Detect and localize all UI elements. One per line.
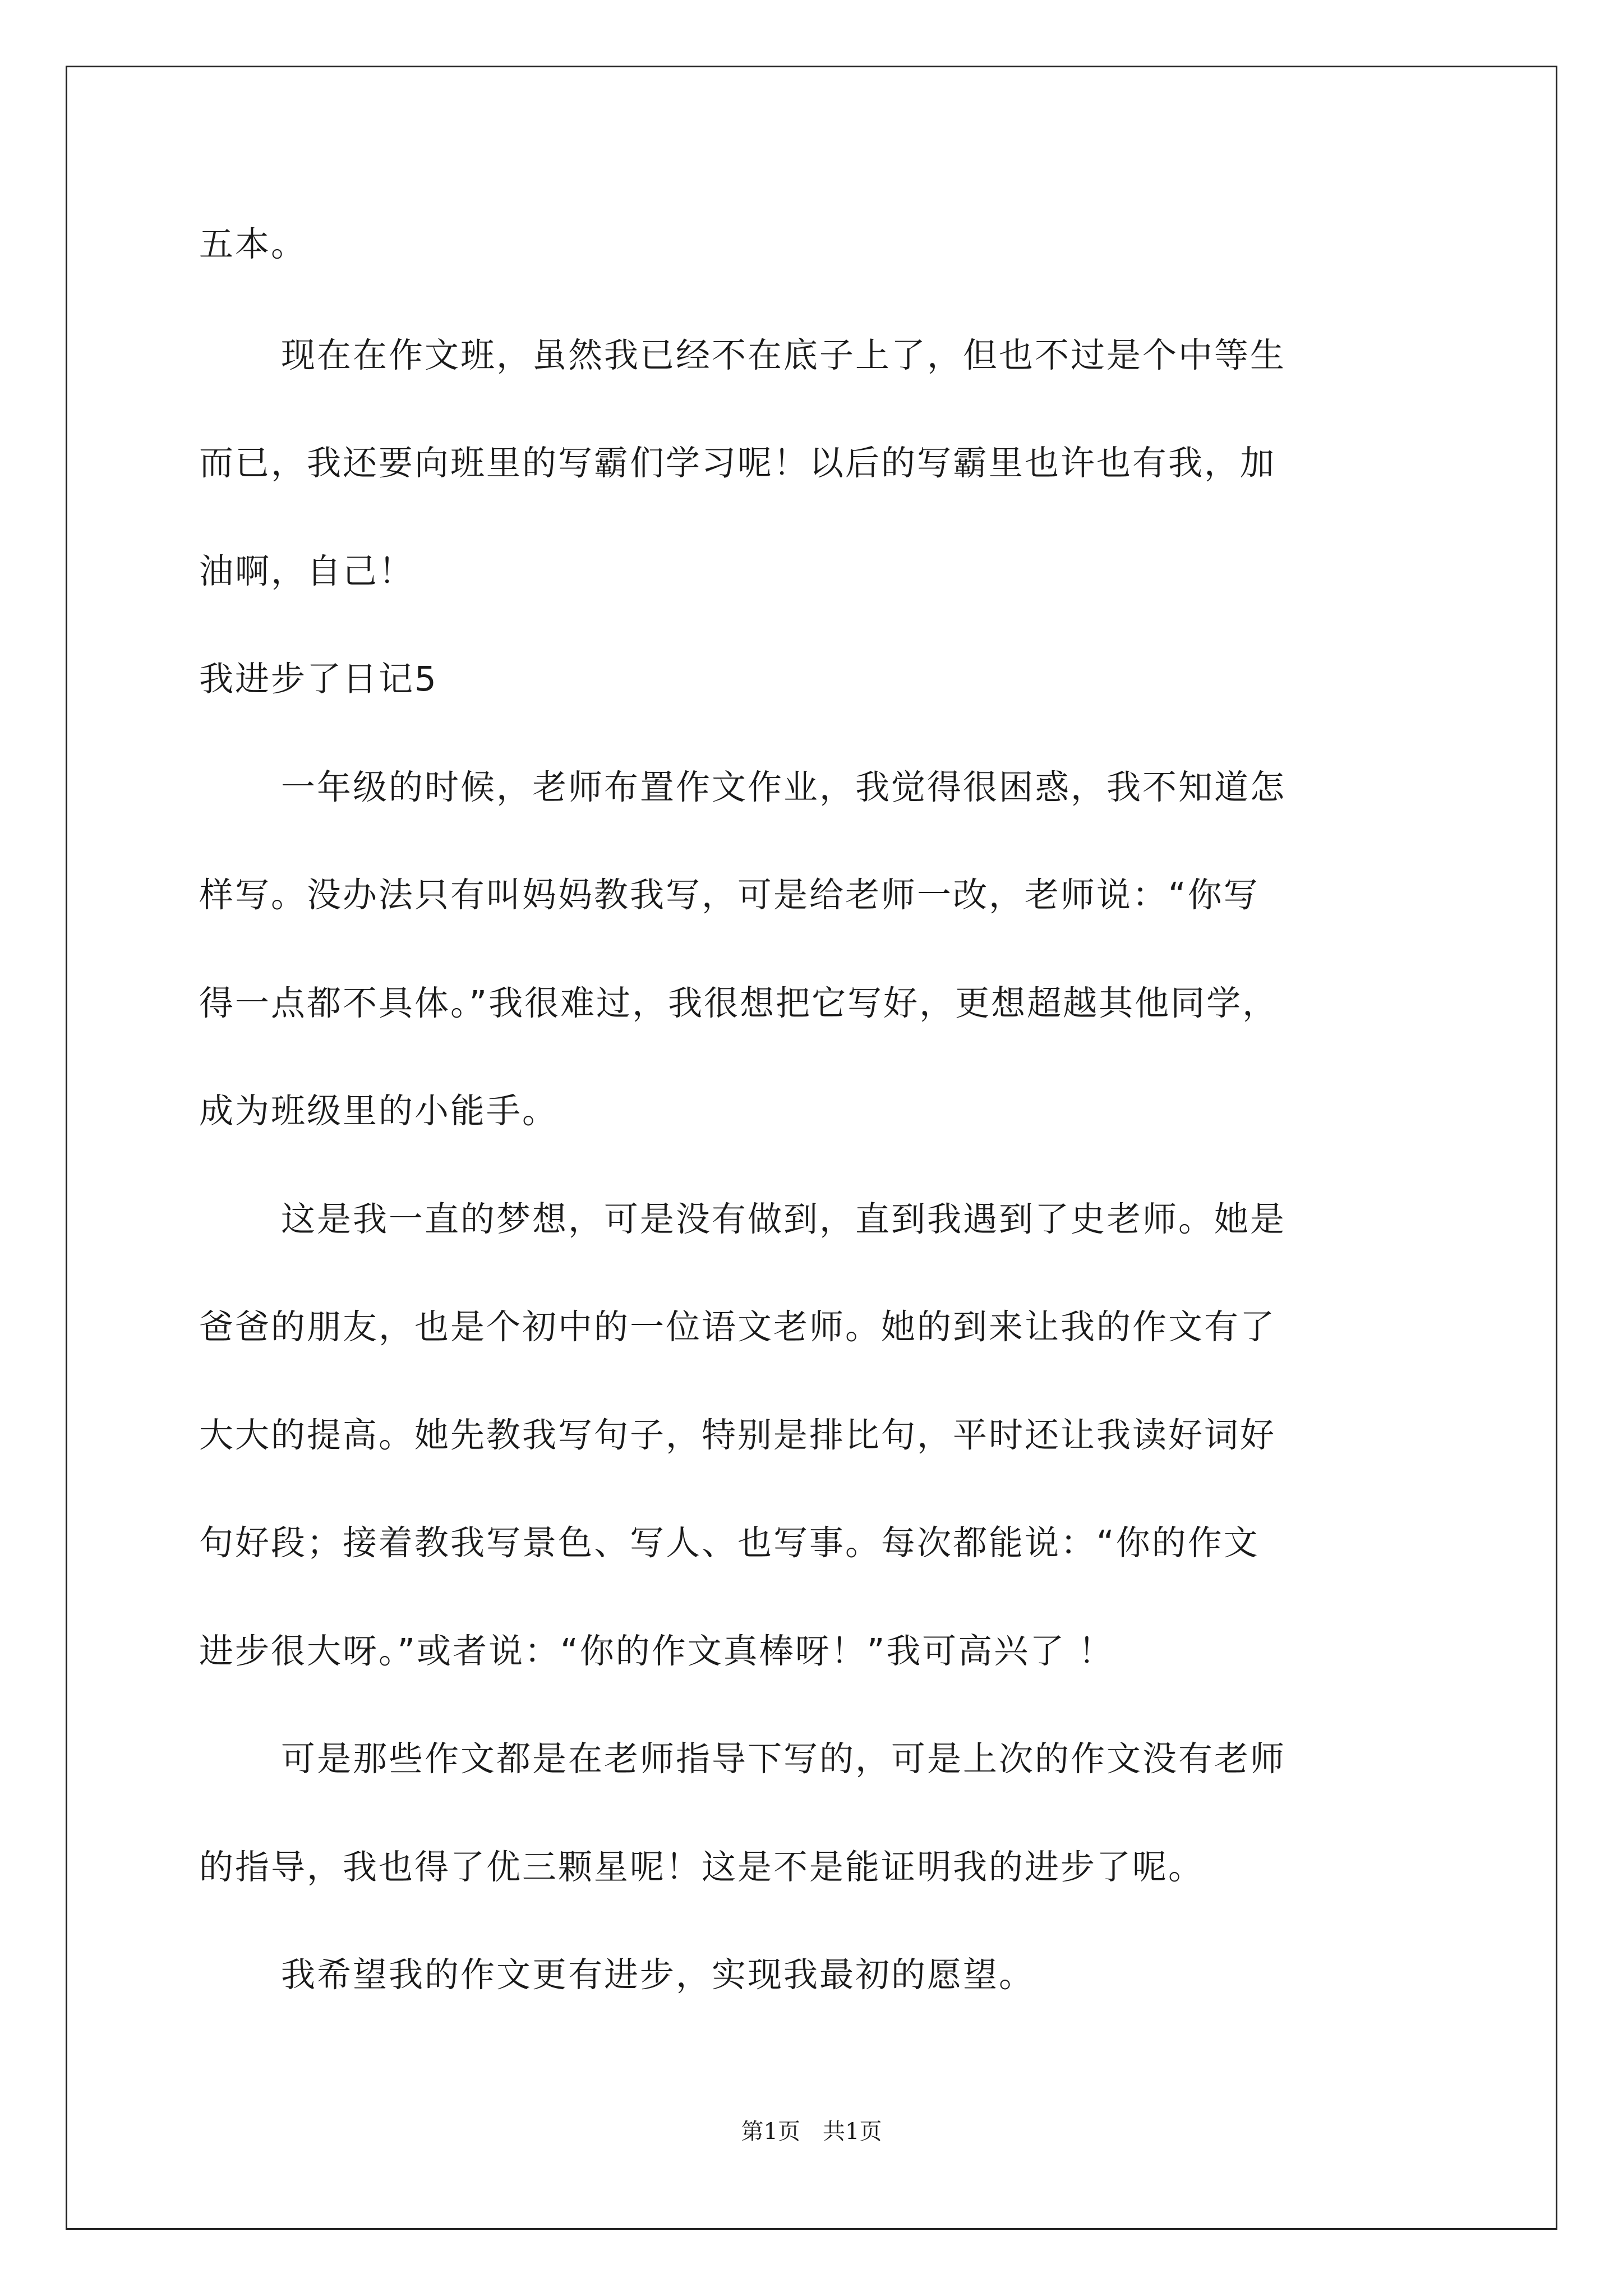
text-line: 可是那些作文都是在老师指导下写的，可是上次的作文没有老师 (281, 1739, 1287, 1779)
text-line: 我希望我的作文更有进步，实现我最初的愿望。 (281, 1955, 1035, 1995)
page-border (66, 66, 1557, 2230)
text-line: 大大的提高。她先教我写句子，特别是排比句，平时还让我读好词好 (199, 1415, 1276, 1455)
text-line: 成为班级里的小能手。 (199, 1091, 559, 1131)
text-line: 进步很大呀。”或者说：“你的作文真棒呀！”我可高兴了 ！ (199, 1631, 1114, 1671)
text-line: 五本。 (199, 224, 307, 264)
text-line: 爸爸的朋友，也是个初中的一位语文老师。她的到来让我的作文有了 (199, 1307, 1276, 1347)
text-line: 得一点都不具体。”我很难过，我很想把它写好，更想超越其他同学， (199, 983, 1279, 1023)
text-line: 一年级的时候，老师布置作文作业，我觉得很困惑，我不知道怎 (281, 767, 1287, 807)
text-line: 现在在作文班，虽然我已经不在底子上了，但也不过是个中等生 (281, 335, 1287, 375)
text-line: 而已，我还要向班里的写霸们学习呢！以后的写霸里也许也有我，加 (199, 443, 1276, 483)
text-line: 样写。没办法只有叫妈妈教我写，可是给老师一改，老师说：“你写 (199, 875, 1260, 915)
page-footer: 第1页 共1页 (741, 2119, 882, 2145)
text-line: 句好段；接着教我写景色、写人、也写事。每次都能说：“你的作文 (199, 1523, 1260, 1563)
section-heading: 我进步了日记5 (199, 659, 438, 699)
text-line: 的指导，我也得了优三颗星呢！这是不是能证明我的进步了呢。 (199, 1847, 1205, 1887)
text-line: 这是我一直的梦想，可是没有做到，直到我遇到了史老师。她是 (281, 1199, 1287, 1239)
text-line: 油啊，自己！ (199, 551, 415, 591)
